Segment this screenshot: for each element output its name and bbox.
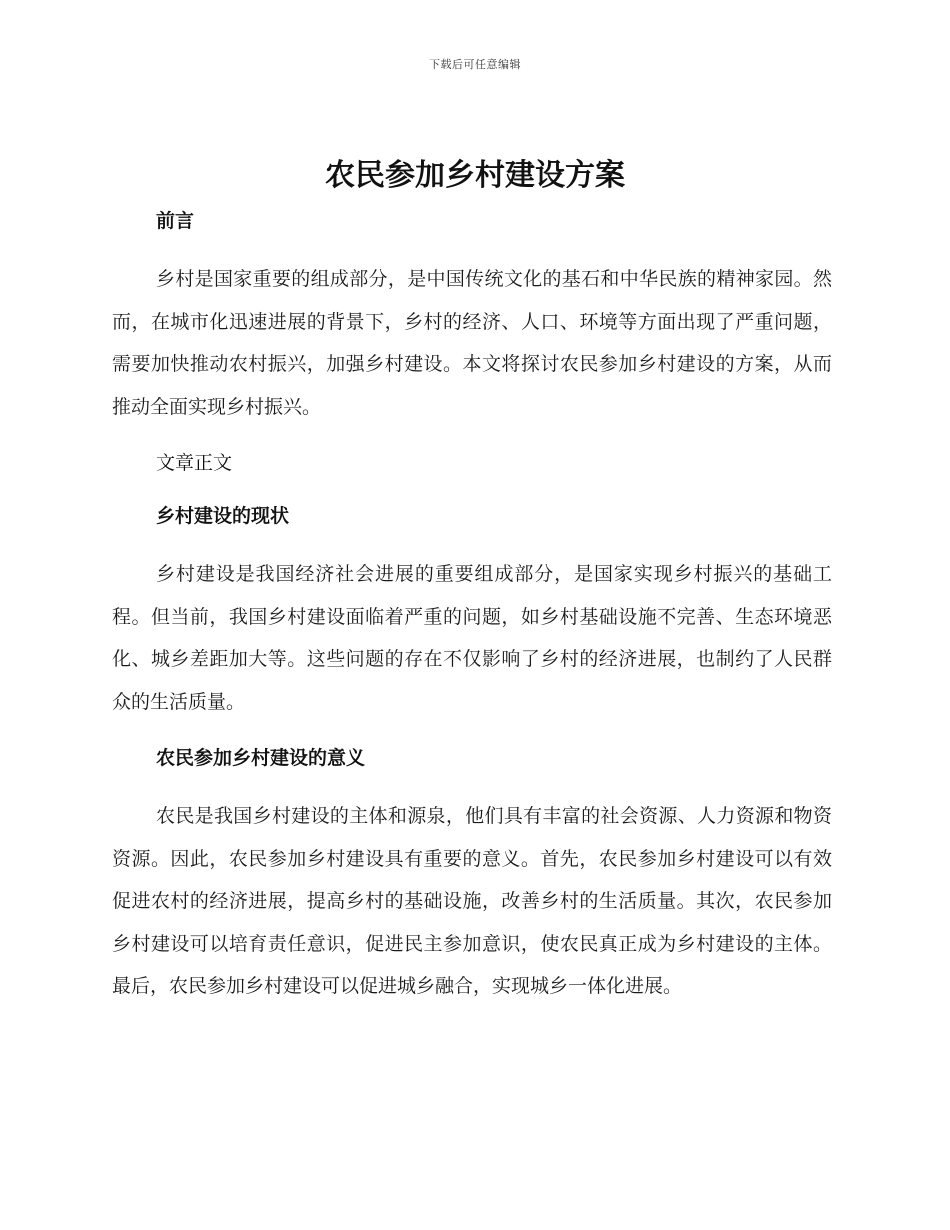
section-paragraph: 乡村是国家重要的组成部分，是中国传统文化的基石和中华民族的精神家园。然而，在城市化迅速进展的背景下，乡村的经济、人口、环境等方面出现了严重问题，需要加快推动农村振兴，加强乡村建设。本文将探讨农民参加乡村建设的方案，从而推动全面实现乡村振兴。	[112, 268, 832, 418]
section-significance	[112, 742, 832, 1008]
document-title: 农民参加乡村建设方案	[325, 158, 625, 193]
section-heading: 乡村建设的现状	[156, 505, 290, 527]
section-heading: 前言	[156, 210, 195, 232]
section-preface	[112, 205, 832, 447]
section-paragraph: 农民是我国乡村建设的主体和源泉，他们具有丰富的社会资源、人力资源和物资资源。因此，农民参加乡村建设具有重要的意义。首先，农民参加乡村建设可以有效促进农村的经济进展，提高乡村的基础设施，改善乡村的生活质量。其次，农民参加乡村建设可以培育责任意识，促进民主参加意识，使农民真正成为乡村建设的主体。最后，农民参加乡村建设可以促进城乡融合，实现城乡一体化进展。	[112, 805, 832, 997]
section-heading: 农民参加乡村建设的意义	[156, 747, 366, 769]
section-paragraph: 乡村建设是我国经济社会进展的重要组成部分，是国家实现乡村振兴的基础工程。但当前，我国乡村建设面临着严重的问题，如乡村基础设施不完善、生态环境恶化、城乡差距加大等。这些问题的存在不仅影响了乡村的经济进展，也制约了人民群众的生活质量。	[112, 563, 832, 713]
header-note: 下载后可任意编辑	[429, 58, 521, 71]
section-main-text	[112, 447, 832, 500]
section-heading: 文章正文	[156, 452, 233, 474]
section-current-status	[112, 500, 832, 742]
document-body	[112, 205, 832, 1008]
